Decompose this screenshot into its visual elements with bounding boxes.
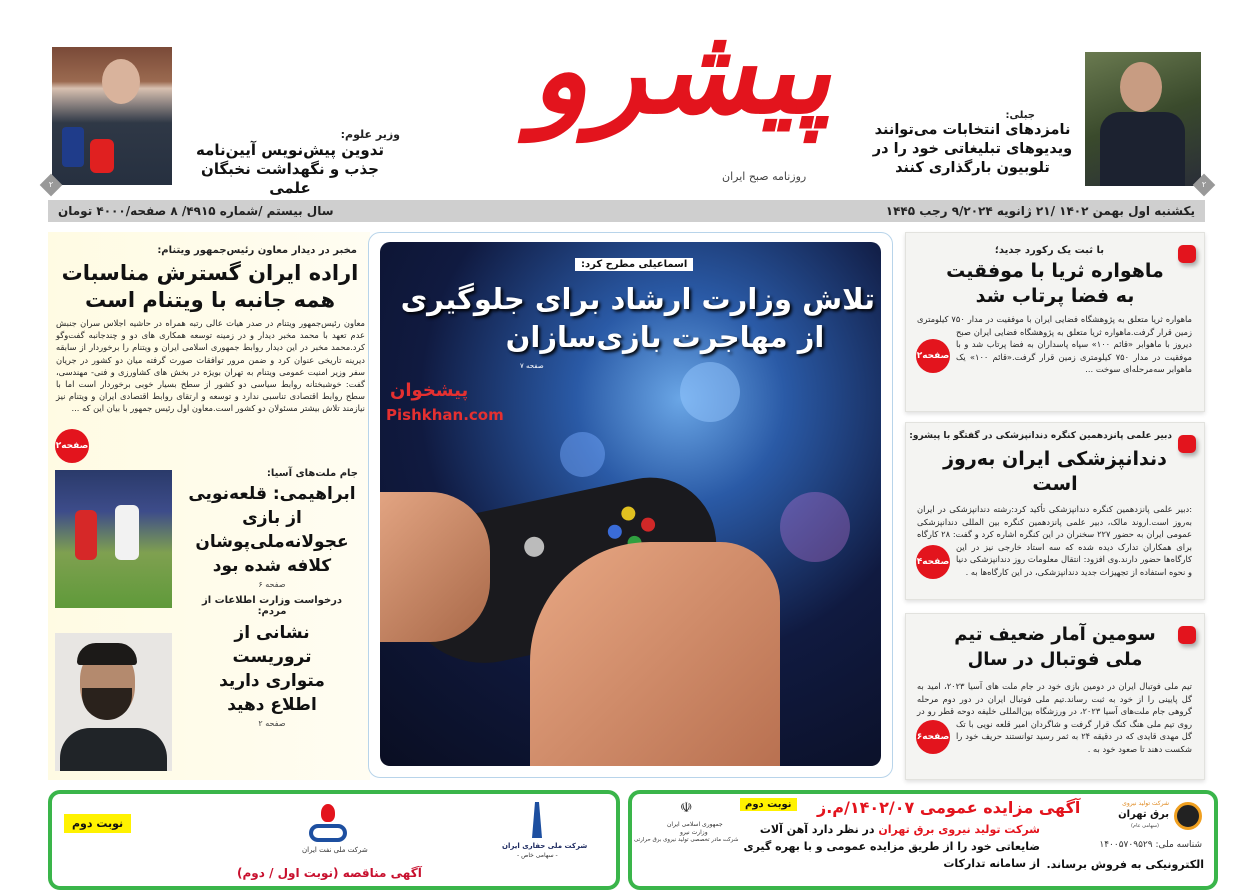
issue-date: یکشنبه اول بهمن ۱۴۰۲ /۲۱ ژانویه ۹/۲۰۲۴ رجب ۱۴۴۵ xyxy=(885,204,1195,218)
story-body: تیم ملی فوتبال ایران در دومین بازی خود در جام ملت های آسیا ۲۰۲۳، امید به گل پایینی را از خود به ثبت رساند.تیم ملی فوتبال ایران در دور دوم مرحله گروهی جام ملت‌های آسیا ۲۰۲۳، در ورزشگاه بین‌المللی خلیفه دوحه قطر رو در روی تیم ملی هنگ کنگ قرار گرفت و شاگردان امیر قلعه نویی با تک گل مهدی قایدی که در دقیقه ۲۴ به ثمر رسید توانستند حریف خود را شکست دهند تا صعود خود به . xyxy=(917,681,1192,754)
left-lower-stories xyxy=(178,468,366,728)
company-highlight: شرکت تولید نیروی برق تهران xyxy=(878,823,1040,836)
watermark-fa: پیشخوان xyxy=(390,380,469,401)
ad-tag: نوبت دوم xyxy=(740,798,797,811)
logo-caption-sub: (سهامی عام) xyxy=(1131,823,1159,829)
ad-tag: نوبت دوم xyxy=(64,814,131,833)
kicker: درخواست وزارت اطلاعات از مردم: xyxy=(201,595,343,617)
page-marker: ۲ xyxy=(1193,174,1216,197)
main-headline[interactable] xyxy=(400,280,875,356)
terrorist-photo xyxy=(55,633,172,771)
football-photo xyxy=(55,470,172,608)
ad-text-1: در نظر دارد آهن آلات ضایعاتی xyxy=(759,823,1040,853)
drilling-logo-icon xyxy=(532,802,542,838)
headline[interactable]: نامزدهای انتخابات می‌توانند ویدیوهای تبلیغاتی خود را در تلوبیون بارگذاری کنند xyxy=(872,122,1073,176)
iran-emblem-icon: ☫ xyxy=(680,800,693,816)
headline-line-1: تلاش وزارت ارشاد برای جلوگیری xyxy=(400,282,875,316)
national-id: شناسه ملی: ۱۴۰۰۵۷۰۹۵۲۹ xyxy=(1099,840,1202,850)
headline-line-2: از مهاجرت بازی‌سازان xyxy=(505,320,825,354)
sport-story[interactable] xyxy=(178,468,366,589)
masthead-logo xyxy=(525,0,856,195)
ad-auction-tehran-power[interactable] xyxy=(628,790,1218,890)
logo-wordmark: پیشرو xyxy=(525,0,856,141)
drilling-caption: شرکت ملی حفاری ایران xyxy=(502,842,588,850)
drilling-sub: - سهامی خاص - xyxy=(517,852,558,859)
page-ref: صفحه ۲ xyxy=(258,719,286,728)
story-body-wrap xyxy=(906,309,1204,376)
page-marker: ۲ xyxy=(40,174,63,197)
kicker: جام ملت‌های آسیا: xyxy=(266,468,358,479)
bullet-icon xyxy=(1178,626,1196,644)
story-satellite[interactable] xyxy=(905,232,1205,412)
tagline: روزنامه صبح ایران xyxy=(722,170,807,183)
page-ref: صفحه ۷ xyxy=(520,362,544,370)
hand xyxy=(380,492,490,642)
headline: سومین آمار ضعیف تیم ملی فوتبال در سال xyxy=(954,624,1156,670)
lead-story-vietnam[interactable] xyxy=(55,245,365,465)
kicker: مخبر در دیدار معاون رئیس‌جمهور ویتنام: xyxy=(157,245,357,256)
main-story-kicker: اسماعیلی مطرح کرد: xyxy=(575,258,693,271)
headline[interactable]: تدوین پیش‌نویس آیین‌نامه جذب و نگهداشت نخبگان علمی xyxy=(195,141,385,197)
story-body: معاون رئیس‌جمهور ویتنام در صدر هیات عالی رتبه همراه در حاشیه اجلاس سران جنبش عدم تعهد با محمد مخبر دیدار و در زمینه توسعه همکاری های دو و چندجانبه گفت‌وگو کرد.محمد مخبر در این دیدار روابط جمهوری اسلامی ایران و ویتنام را برخوردار از سابقه دیرینه تاریخی عنوان کرد و ضمن مرور توافقات صورت گرفته میان دو کشور در جریان سفر وزیر امنیت عمومی ویتنام به تهران بویژه در بخش های کشاورزی و فنی- مهندسی، گفت: خوشبختانه روابط سیاسی دو کشور از سطح بسیار خوبی برخوردار است اما با سطح روابط اقتصادی تناسبی ندارد و توسعه و ارتقای روابط اقتصادی ایران و ویتنام نیز نیازمند تلاش بیشتر مسئولان دو کشور است.معاون اول رئیس جمهور با بیان این که ... xyxy=(56,318,365,414)
gov-line-1: جمهوری اسلامی ایران xyxy=(667,821,723,828)
headline[interactable]: اراده ایران گسترش مناسبات همه جانبه با ویتنام است xyxy=(61,261,359,312)
power-plant-logo-icon xyxy=(1174,802,1202,830)
headline: دندانپزشکی ایران به‌روز است xyxy=(943,448,1167,495)
ad-title: آگهی مزایده عمومی ۱۴۰۲/۰۷/م.ز xyxy=(817,798,1081,817)
security-story[interactable] xyxy=(178,595,366,728)
story-body: :دبیر علمی پانزدهمین کنگره دندانپزشکی تأکید کرد:رشته دندانپزشکی در ایران به‌روز است.اروند مالک، دبیر علمی پانزدهمین کنگره بین المللی دندانپزشکی عمومی ایران به حضور ۲۲۷ سخنران در این کنگره اشاره کرد و گفت: ۲۸ کارگاه برای همکاران تدارک دیده شده که سه استاد خارجی نیز در این کارگاه‌ها حضور دارند.وی افزود: انتقال معلومات روز دندانپزشکی دنیا و نحوه استفاده از تجهیزات جدید دندانپزشکی، در این کارگاه‌ها به . xyxy=(917,504,1192,577)
story-body-wrap xyxy=(906,676,1204,755)
headline[interactable]: نشانی از تروریست متواری دارید اطلاع دهید xyxy=(219,623,325,715)
hand xyxy=(530,542,780,766)
gov-line-3: شرکت مادر تخصصی تولید نیروی برق حرارتی xyxy=(634,837,739,843)
issue-info: سال بیستم /شماره ۴۹۱۵/ ۸ صفحه/۴۰۰۰ تومان xyxy=(58,204,334,218)
page-badge[interactable]: صفحه۲ xyxy=(916,339,950,373)
nioc-caption: شرکت ملی نفت ایران xyxy=(302,846,368,854)
page-badge[interactable]: صفحه۶ xyxy=(916,720,950,754)
ad-tender-nioc[interactable] xyxy=(48,790,620,890)
jebeli-photo xyxy=(1085,52,1201,186)
kicker: جبلی: xyxy=(1005,110,1035,121)
nioc-logo-icon xyxy=(307,804,349,844)
story-body-wrap xyxy=(906,499,1204,578)
kicker: با ثبت یک رکورد جدید؛ xyxy=(994,245,1104,256)
minister-photo xyxy=(52,47,172,185)
bullet-icon xyxy=(1178,435,1196,453)
logo-caption-small: شرکت تولید نیروی xyxy=(1122,800,1169,807)
gov-line-2: وزارت نیرو xyxy=(680,829,708,836)
watermark: Pishkhan.com xyxy=(386,406,504,424)
page-badge[interactable]: صفحه۴ xyxy=(916,545,950,579)
top-left-story[interactable] xyxy=(180,128,400,198)
story-football[interactable] xyxy=(905,613,1205,780)
story-body: ماهواره ثریا متعلق به پژوهشگاه فضایی ایران با موفقیت در مدار ۷۵۰ کیلومتری زمین قرار گرفت.ماهواره ثریا متعلق به پژوهشگاه فضایی ایران صبح دیروز با ماهوابر «قائم ۱۰۰» سپاه پاسداران به فضا پرتاب شد و با موفقیت در مدار ۷۵۰ کیلومتری زمین قرار گرفت.«قائم ۱۰۰» یک ماهوابر سه‌مرحله‌ای سوخت ... xyxy=(917,314,1193,374)
bullet-icon xyxy=(1178,245,1196,263)
page-badge[interactable]: صفحه۲ xyxy=(55,429,89,463)
page-ref: صفحه ۶ xyxy=(258,580,286,589)
story-body-wrap xyxy=(55,317,365,451)
kicker: دبیر علمی پانزدهمین کنگره دندانپزشکی در گفتگو با پیشرو: xyxy=(909,431,1172,441)
top-right-story[interactable] xyxy=(870,110,1075,178)
date-bar xyxy=(48,200,1205,222)
logo-caption: برق تهران xyxy=(1118,809,1169,820)
ad-text-2: خود را از طریق مزایده عمومی و با بهره گیری از سامانه تدارکات xyxy=(743,840,1040,870)
kicker: وزیر علوم: xyxy=(340,128,400,141)
headline[interactable]: ابراهیمی: قلعه‌نویی از بازی عجولانه‌ملی‌پوشان کلافه شده بود xyxy=(188,484,356,576)
story-dentistry[interactable] xyxy=(905,422,1205,600)
headline: ماهواره ثریا با موفقیت به فضا پرتاب شد xyxy=(946,260,1164,307)
ad-text-3: الکترونیکی به فروش برساند. xyxy=(1046,858,1204,871)
ad-text xyxy=(732,821,1040,872)
ad-title: آگهی مناقصه (نوبت اول / دوم) xyxy=(237,866,422,880)
